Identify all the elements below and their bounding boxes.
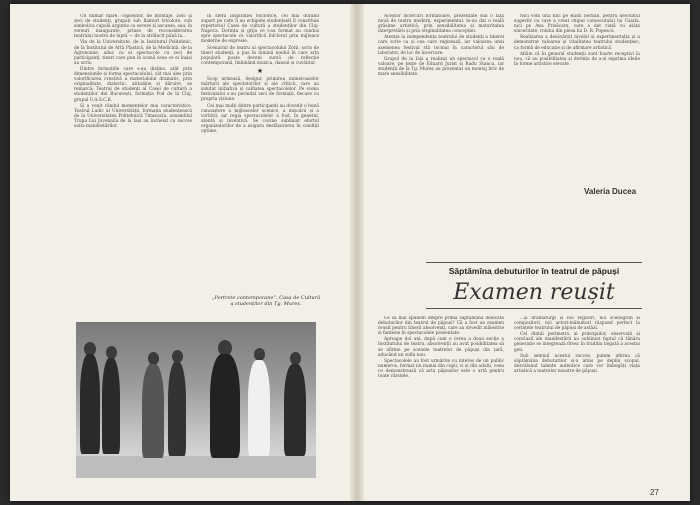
page-gutter xyxy=(350,4,364,501)
left-column-2 xyxy=(201,14,319,266)
paragraph: Și a venit rândul momentelor mai caracteristice. Teatrul Ludic al Universității, formația studențească de la Universitatea Politehnică Timișoara, ansamblul Trupa Lui Juvenalia de la Iași au încheiat cu succes suita manifestărilor. xyxy=(74,103,192,129)
right-column-3 xyxy=(378,316,504,488)
paragraph: Un număr mare, copleșitor, de montaje. Zeci și zeci de studenți, grupați sub flamuri tricolore, sub simbolica cupolă argintie ca severe și ascunse, sau, în versuri inaugurate, prinse de reconsiderarea teatrului nostru de luptă — de la strălucit până la... xyxy=(74,14,192,40)
right-column-2 xyxy=(514,14,640,184)
paragraph: Aflăm că în general studenții sunt foarte receptivi la nou, că au posibilitatea și dorința de a-și exprima ideile în forme artistice elevate. xyxy=(514,51,640,67)
paragraph: În sfera inspirației folclorice, cel mai durabil suport pe care îl au echipele studențești îl constituie repertoriul Casei de cultură a studenților din Cluj-Napoca. Dorința și grija ce l-au format au condus spre spectacole ce valorifică folclorul prin mijloace moderne de expresie. xyxy=(201,14,319,45)
right-column-1 xyxy=(378,14,504,244)
paragraph: Atenție la independența teatrului de studenți a tinerei care scrie ca și cea care regizează, iar valoarea unui asemenea festival stă tocmai în caracterul său de laborator, de loc de încercare. xyxy=(378,35,504,56)
paragraph: ...și dramaturgi și noi regizori, noi scenografi și compozitori, noi actori-mânuitori răspund perfect la cerințele teatrului de păpuși de astăzi. xyxy=(514,316,640,332)
paragraph: Grupul de la Iași a realizat un spectacol cu o reală valoare, pe texte de Eduard Jurist și Radu Stanca, iar studenții de la Tg. Mureș au prezentat un montaj liric de mare sensibilitate. xyxy=(378,56,504,78)
paragraph: Nici vom uita nici pe Radu Șerban, pentru devotatul sugestiv cu care a creat chipul cunoscutului lui Caiafa, nici pe Ana Prisăcaru, care a dat viață cu atâta sinceritate, rolului din piesa lui D. R. Popescu. xyxy=(514,14,640,35)
article-title: Săptămîna debuturilor în teatrul de păpuși xyxy=(448,266,620,276)
stage-photo xyxy=(76,322,316,478)
paragraph: Ce să mai spunem despre prima săptămână dedicată debuturilor din teatrul de păpuși? Că a fost un examen reușit pentru tinerii absolvenți, care au dovedit măiestrie și fantezie în spectacolele prezentate. xyxy=(378,316,504,337)
section-separator-star: ★ xyxy=(256,66,264,75)
paragraph: Aproape doi ani, după cum o cerea a doua secție a Institutului de teatru, absolvenții au avut posibilitatea să se afirme pe scenele teatrelor de păpuși din țară, aducând un suflu nou. xyxy=(378,337,504,358)
left-column-1 xyxy=(74,14,192,314)
page-number: 27 xyxy=(650,488,659,497)
paragraph: Cei mai mulți dintre participanți au dovedit o bună cunoaștere a mijloacelor scenice, a mișcării și a vorbirii, iar regia spectacolelor a fost, în general, atentă și inventivă. Se cuvine subliniat efortul organizatorilor de a asigura desfășurarea în condiții optime. xyxy=(201,103,319,134)
paragraph: Dintre formațiile care s-au distins, atât prin dimensiunile și forma spectacolului, cât mai ales prin valorificarea creativă a materialului dramatic, prin originalitate, dialectic, atitudine și dăruire, se remarcă: Teatrul de studenți al Casei de cultură a studenților din București, formația Pod de la Cluj, grupul U.A.S.C.R. xyxy=(74,66,192,103)
paragraph: Cel dintâi perimetru al principiilor, observații și concluzii ale manifestării au subliniat faptul că tânăra generație se integrează firesc în tradiția bogată a acestui gen. xyxy=(514,332,640,353)
right-column-4 xyxy=(514,316,640,488)
paragraph: Realizarea a desăvârșit nivelul și experimentația și a demonstrat valoarea și vitalitatea teatrului studențesc, ca formă de educație și de afirmare artistică. xyxy=(514,35,640,51)
paragraph: Spectacolele au fost urmărite cu interes de un public numeros, format nu numai din copii, ci și din adulți, ceea ce demonstrează că arta păpușilor este o artă pentru toate vârstele. xyxy=(378,358,504,380)
paragraph: Scenariul de teatru al spectacolului Zorii, scris de tineri studenți, a pus în lumină modul în care arta populară poate deveni sursă de reflecție contemporană, îmbinând muzica, dansul și cuvântul. xyxy=(201,45,319,66)
author-signature: Valeria Ducea xyxy=(584,187,637,196)
stage-floor xyxy=(76,456,316,478)
magazine-spread xyxy=(10,4,690,501)
banner-rule-bottom xyxy=(426,308,642,309)
banner-rule-top xyxy=(426,262,642,263)
paragraph: Vin de la Universitate, de la Institutul Politehnic, de la Institutul de Artă Plastică, de la Medicină, de la Agronomie, aduc cu ei spectacole cu zeci de participanți, tineri care pun în scenă ceea ce ei înșiși au scris. xyxy=(74,40,192,66)
paragraph: Aceștor încercări formatoare, prezentate sub o față nouă de teatru modern, experimentul, le-au dat o reală grăsime artistică, prin sensibilitatea și maturitatea interpretării și prin originalitatea concepției. xyxy=(378,14,504,35)
paragraph: Sub semnul acestui succes, putem afirma că săptămâna debuturilor și-a atins pe deplin scopul, dezvăluind talente autentice care vor îmbogăți viața artistică a teatrelor noastre de păpuși. xyxy=(514,353,640,374)
paragraph: Scop urmează, desigur, primirea numeroaselor mărturii ale spectatorilor și ale criticii, care au salutat inițiativa și calitatea spectacolelor. Pe scena festivalului s-au perindat zeci de formații, fiecare cu propria viziune. xyxy=(201,77,319,103)
article-subtitle: Examen reușit xyxy=(453,280,615,305)
photo-caption: „Portrete contemporane”. Casa de Cultură a studenților din Tg. Mureș. xyxy=(211,295,321,307)
